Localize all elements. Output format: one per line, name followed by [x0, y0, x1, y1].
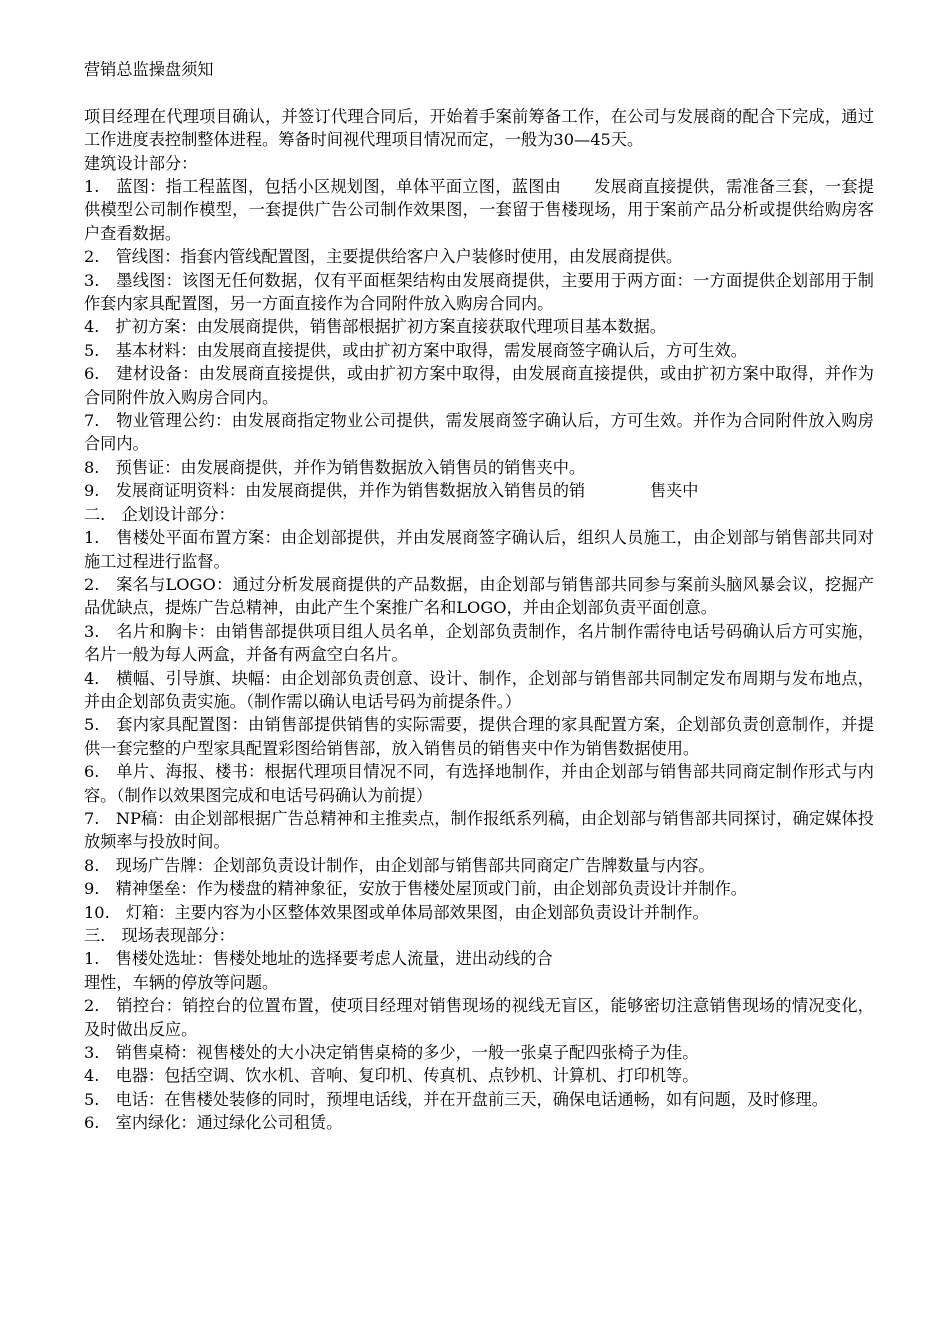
- list-item: 3. 销售桌椅：视售楼处的大小决定销售桌椅的多少，一般一张桌子配四张椅子为佳。: [84, 1043, 699, 1063]
- list-item: 5. 基本材料：由发展商直接提供，或由扩初方案中取得，需发展商签字确认后，方可生效。: [84, 340, 747, 360]
- intro-paragraph: 项目经理在代理项目确认，并签订代理合同后，开始着手案前筹备工作，在公司与发展商的配合下完成，通过工作进度表控制整体进程。筹备时间视代理项目情况而定，一般为30—45天。: [84, 106, 874, 150]
- list-item: 8. 现场广告牌：企划部负责设计制作，由企划部与销售部共同商定广告牌数量与内容。: [84, 855, 715, 875]
- section-heading-architecture: 建筑设计部分：: [84, 153, 198, 173]
- list-item: 6. 单片、海报、楼书：根据代理项目情况不同，有选择地制作，并由企划部与销售部共同商定制作形式与内容。（制作以效果图完成和电话号码确认为前提）: [84, 762, 874, 805]
- list-item: 3. 名片和胸卡：由销售部提供项目组人员名单，企划部负责制作，名片制作需待电话号码确认后方可实施，名片一般为每人两盒，并备有两盒空白名片。: [84, 621, 874, 665]
- list-item: 10. 灯箱：主要内容为小区整体效果图或单体局部效果图，由企划部负责设计并制作。: [84, 902, 709, 922]
- list-item: 5. 电话：在售楼处装修的同时，预埋电话线，并在开盘前三天，确保电话通畅，如有问题，及时修理。: [84, 1089, 828, 1109]
- list-item: 6. 室内绿化：通过绿化公司租赁。: [84, 1113, 343, 1133]
- list-item: 9. 发展商证明资料：由发展商提供，并作为销售数据放入销售员的销 售夹中: [84, 481, 699, 501]
- list-item: 3. 墨线图：该图无任何数据，仅有平面框架结构由发展商提供，主要用于两方面：一方面提供企划部用于制作套内家具配置图，另一方面直接作为合同附件放入购房合同内。: [84, 270, 874, 314]
- list-item: 8. 预售证：由发展商提供，并作为销售数据放入销售员的销售夹中。: [84, 457, 586, 477]
- list-item: 7. 物业管理公约：由发展商指定物业公司提供，需发展商签字确认后，方可生效。并作为合同附件放入购房合同内。: [84, 411, 874, 454]
- document-body: [84, 105, 874, 1135]
- list-item-continuation: 理性，车辆的停放等问题。: [84, 972, 279, 992]
- list-item: 4. 横幅、引导旗、块幅：由企划部负责创意、设计、制作，企划部与销售部共同制定发布周期与发布地点，并由企划部负责实施。（制作需以确认电话号码为前提条件。）: [84, 668, 874, 711]
- section-heading-planning: 二. 企划设计部分：: [84, 504, 235, 524]
- list-item: 1. 售楼处选址：售楼处地址的选择要考虑人流量，进出动线的合: [84, 949, 553, 969]
- list-item: 7. NP稿：由企划部根据广告总精神和主推卖点，制作报纸系列稿，由企划部与销售部共同探讨，确定媒体投放频率与投放时间。: [84, 808, 874, 852]
- list-item: 9. 精神堡垒：作为楼盘的精神象征，安放于售楼处屋顶或门前，由企划部负责设计并制作。: [84, 879, 747, 899]
- list-item: 6. 建材设备：由发展商直接提供，或由扩初方案中取得，由发展商直接提供，或由扩初方案中取得，并作为合同附件放入购房合同内。: [84, 364, 874, 407]
- list-item: 2. 管线图：指套内管线配置图，主要提供给客户入户装修时使用，由发展商提供。: [84, 247, 683, 267]
- list-item: 1. 售楼处平面布置方案：由企划部提供，并由发展商签字确认后，组织人员施工，由企划部与销售部共同对施工过程进行监督。: [84, 528, 874, 571]
- list-item: 4. 电器：包括空调、饮水机、音响、复印机、传真机、点钞机、计算机、打印机等。: [84, 1066, 699, 1086]
- document-page: [84, 58, 874, 1135]
- list-item: 1. 蓝图：指工程蓝图，包括小区规划图，单体平面立图，蓝图由 发展商直接提供，需准备三套，一套提供模型公司制作模型，一套提供广告公司制作效果图，一套留于售楼现场，用于案前产品分析或提供给购房客户查看数据。: [84, 177, 874, 243]
- list-item: 2. 销控台：销控台的位置布置，使项目经理对销售现场的视线无盲区，能够密切注意销售现场的情况变化，及时做出反应。: [84, 996, 874, 1039]
- section-heading-onsite: 三. 现场表现部分：: [84, 926, 235, 946]
- list-item: 2. 案名与LOGO：通过分析发展商提供的产品数据，由企划部与销售部共同参与案前头脑风暴会议，挖掘产品优缺点，提炼广告总精神，由此产生个案推广名和LOGO，并由企划部负责平面创意。: [84, 574, 874, 618]
- list-item: 4. 扩初方案：由发展商提供，销售部根据扩初方案直接获取代理项目基本数据。: [84, 317, 667, 337]
- document-title: 营销总监操盘须知: [84, 60, 214, 79]
- list-item: 5. 套内家具配置图：由销售部提供销售的实际需要，提供合理的家具配置方案，企划部负责创意制作，并提供一套完整的户型家具配置彩图给销售部，放入销售员的销售夹中作为销售数据使用。: [84, 715, 874, 758]
